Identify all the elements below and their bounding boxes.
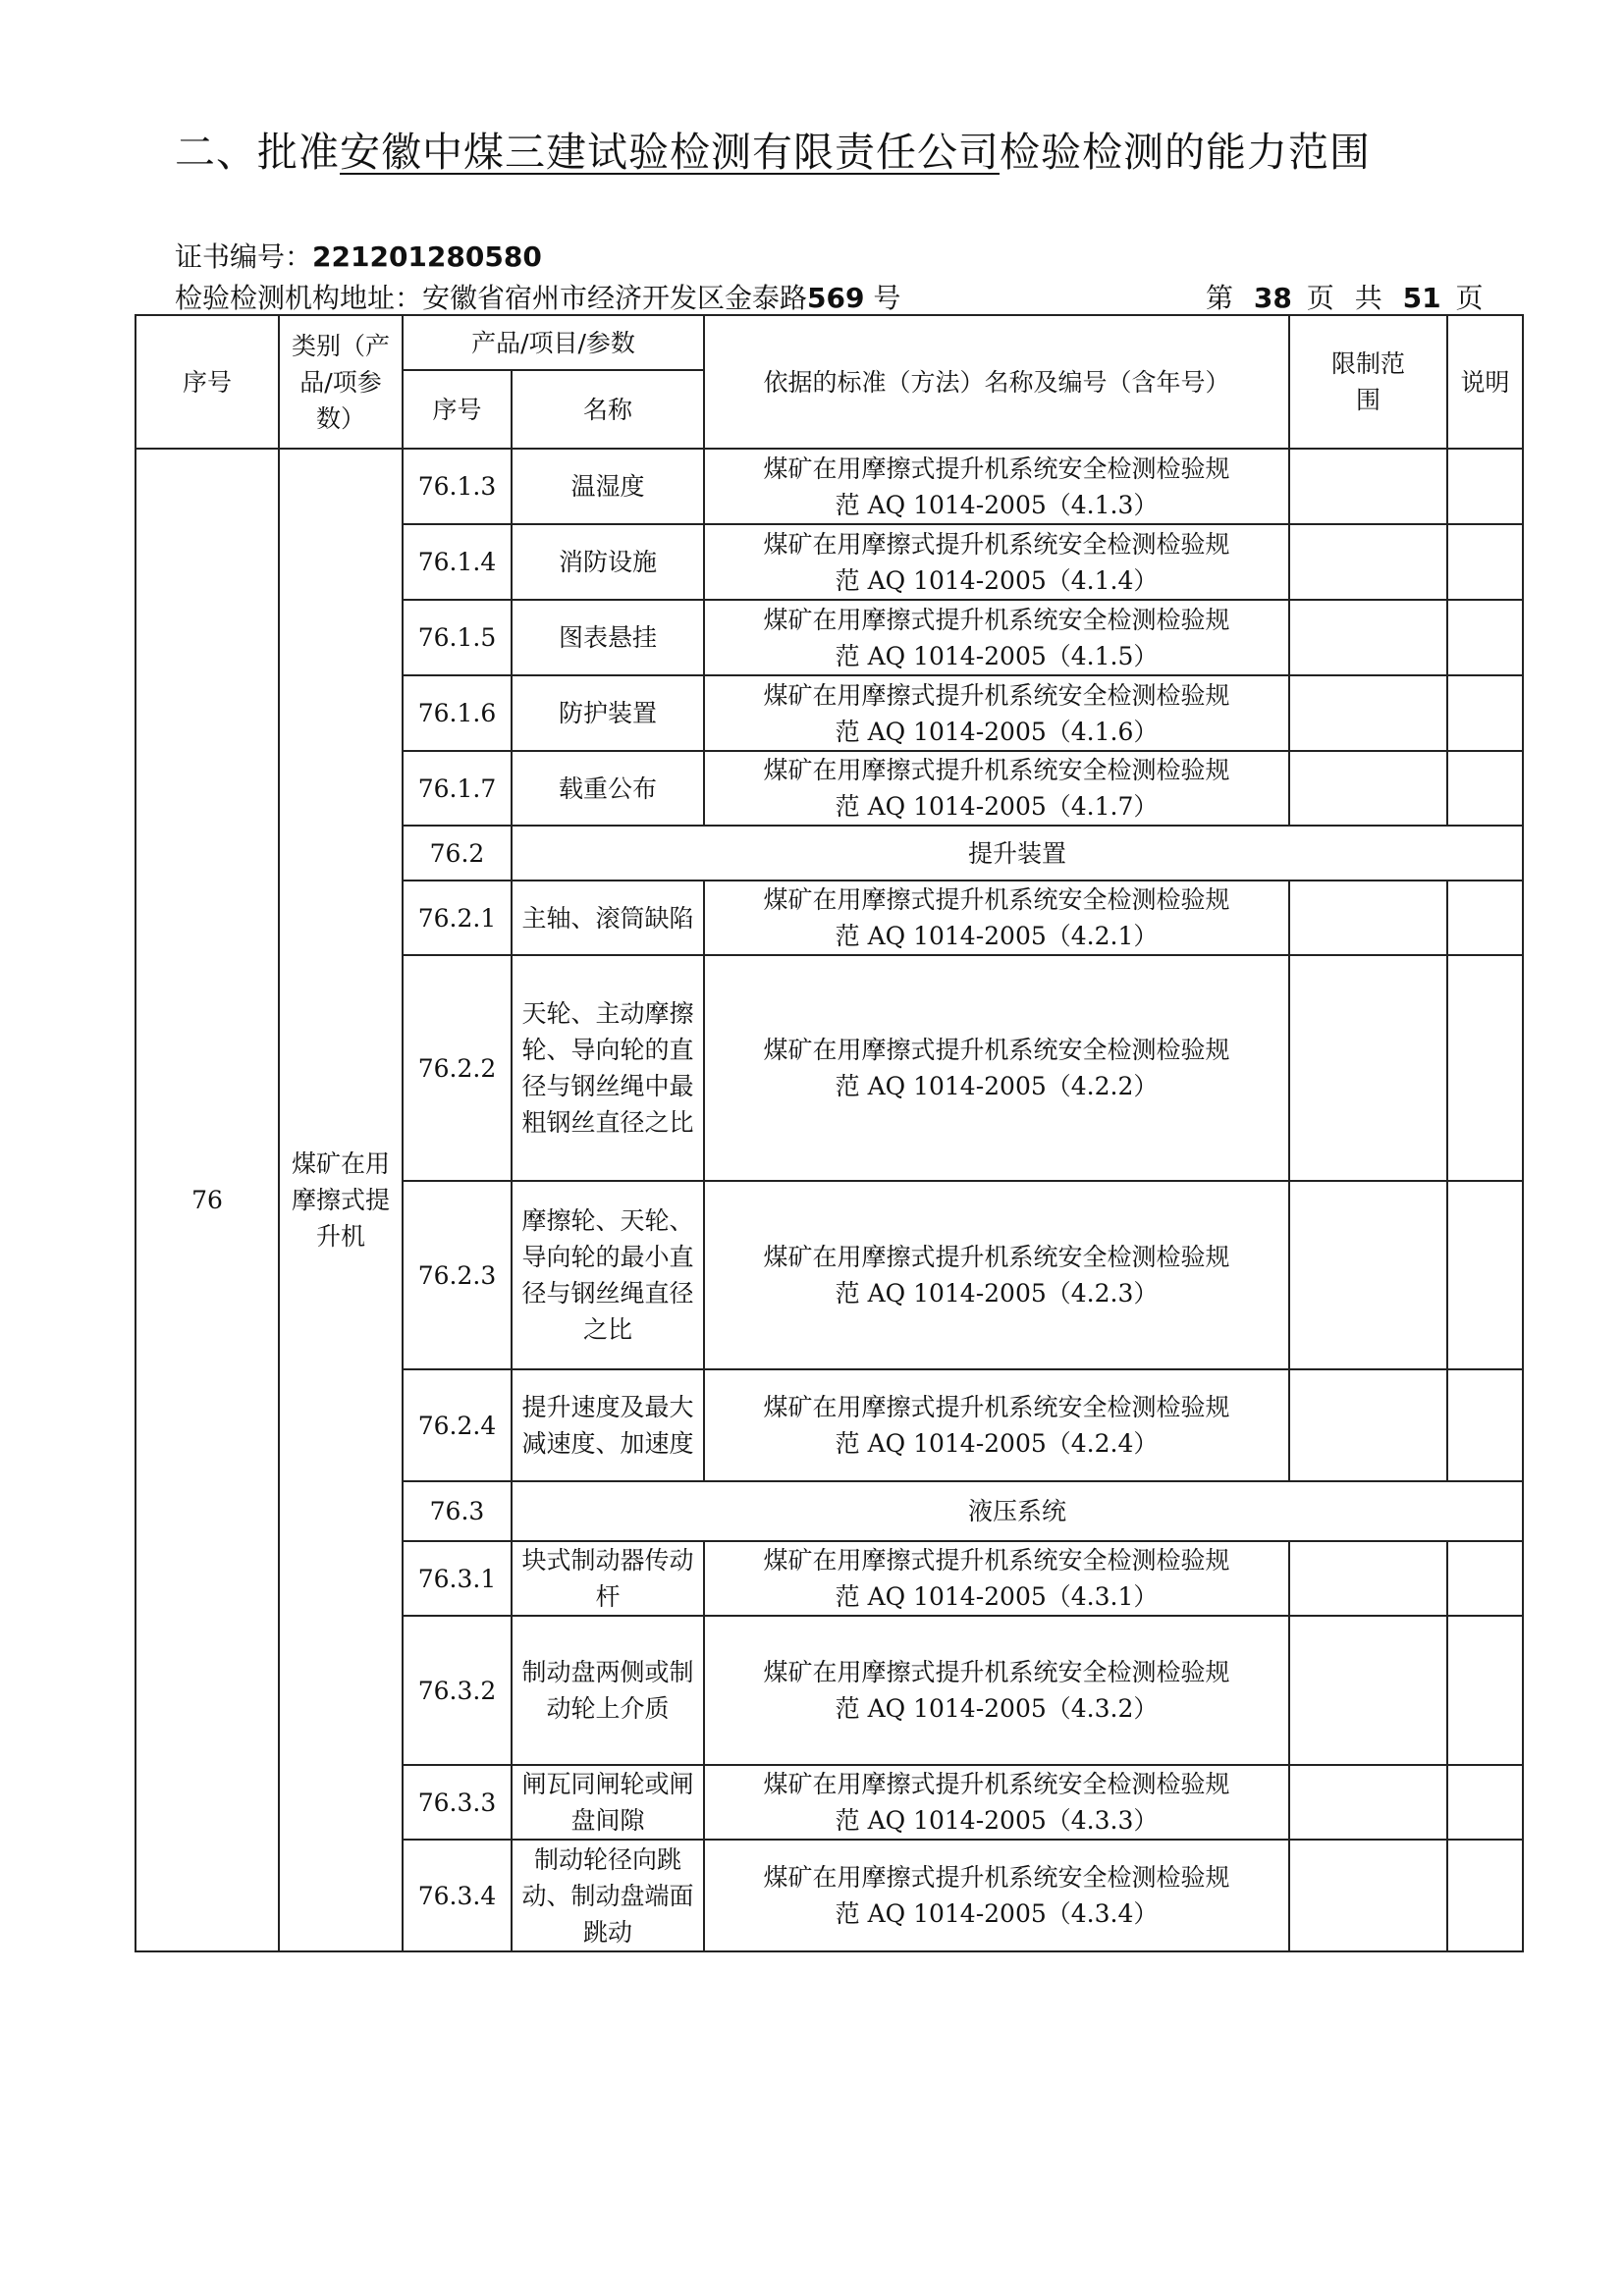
item-name (512, 524, 704, 600)
item-limit (1289, 1369, 1447, 1481)
item-note (1447, 751, 1523, 826)
item-name-text: 块式制动器传动杆 (521, 1546, 694, 1611)
header-sub-seq: 序号 (403, 370, 512, 449)
item-limit (1289, 675, 1447, 751)
standard-line-2: 范 AQ 1014-2005（4.2.3） (835, 1279, 1159, 1308)
standard-line-1: 煤矿在用摩擦式提升机系统安全检测检验规 (763, 1863, 1230, 1892)
item-note (1447, 1765, 1523, 1840)
item-name-text: 摩擦轮、天轮、导向轮的最小直径与钢丝绳直径之比 (521, 1206, 694, 1344)
item-limit (1289, 751, 1447, 826)
item-name-text: 闸瓦同闸轮或闸盘间隙 (521, 1770, 694, 1835)
standard-line-2: 范 AQ 1014-2005（4.1.3） (835, 490, 1159, 519)
title-prefix: 二、批准 (175, 129, 340, 176)
standard-line-2: 范 AQ 1014-2005（4.2.2） (835, 1072, 1159, 1100)
item-standard (704, 1181, 1289, 1369)
standard-line-2: 范 AQ 1014-2005（4.2.1） (835, 922, 1159, 950)
item-code: 76.2.2 (403, 955, 512, 1181)
certificate-line (175, 236, 542, 275)
item-name (512, 1541, 704, 1616)
page-title (175, 120, 1371, 178)
item-code: 76.3 (403, 1481, 512, 1541)
standard-line-1: 煤矿在用摩擦式提升机系统安全检测检验规 (763, 1036, 1230, 1064)
item-code: 76.1.3 (403, 449, 512, 524)
standard-line-1: 煤矿在用摩擦式提升机系统安全检测检验规 (763, 529, 1230, 559)
capability-table (135, 314, 1524, 1952)
page-total: 51 (1402, 282, 1441, 314)
item-name-text: 制动盘两侧或制动轮上介质 (521, 1658, 694, 1723)
item-limit (1289, 1765, 1447, 1840)
item-code: 76.2.1 (403, 881, 512, 955)
standard-line-1: 煤矿在用摩擦式提升机系统安全检测检验规 (763, 680, 1230, 710)
item-code: 76.3.1 (403, 1541, 512, 1616)
address-number: 569 (807, 282, 865, 314)
page-mid: 页 共 (1306, 282, 1388, 314)
item-name (512, 1181, 704, 1369)
standard-line-2: 范 AQ 1014-2005（4.1.7） (835, 792, 1159, 821)
item-standard (704, 955, 1289, 1181)
page-suffix: 页 (1455, 282, 1489, 314)
standard-line-1: 煤矿在用摩擦式提升机系统安全检测检验规 (763, 756, 1230, 784)
address-label: 检验检测机构地址： (175, 282, 423, 314)
item-name (512, 449, 704, 524)
item-code: 76.1.4 (403, 524, 512, 600)
title-suffix: 检验检测的能力范围 (1000, 129, 1371, 176)
item-limit (1289, 1541, 1447, 1616)
item-name (512, 1616, 704, 1765)
item-note (1447, 1369, 1523, 1481)
item-code: 76.1.6 (403, 675, 512, 751)
item-limit (1289, 600, 1447, 675)
standard-line-2: 范 AQ 1014-2005（4.3.4） (835, 1899, 1159, 1928)
item-limit (1289, 1181, 1447, 1369)
header-category-text: 类别（产品/项参数） (291, 331, 390, 433)
item-name-text: 制动轮径向跳动、制动盘端面跳动 (521, 1844, 694, 1947)
address-unit: 号 (873, 282, 901, 314)
standard-line-1: 煤矿在用摩擦式提升机系统安全检测检验规 (763, 1243, 1230, 1271)
certificate-label: 证书编号： (175, 240, 313, 273)
standard-line-2: 范 AQ 1014-2005（4.3.1） (835, 1582, 1159, 1611)
standard-line-2: 范 AQ 1014-2005（4.1.4） (835, 565, 1159, 595)
item-standard (704, 675, 1289, 751)
item-code: 76.3.2 (403, 1616, 512, 1765)
standard-line-2: 范 AQ 1014-2005（4.1.5） (835, 641, 1159, 670)
standard-line-2: 范 AQ 1014-2005（4.2.4） (835, 1429, 1159, 1458)
item-name (512, 955, 704, 1181)
item-standard (704, 881, 1289, 955)
header-seq: 序号 (135, 315, 279, 449)
standard-line-1: 煤矿在用摩擦式提升机系统安全检测检验规 (763, 605, 1230, 634)
group-category-text: 煤矿在用摩擦式提升机 (292, 1149, 391, 1251)
item-limit (1289, 881, 1447, 955)
item-code: 76.1.7 (403, 751, 512, 826)
item-standard (704, 1369, 1289, 1481)
item-name-text: 天轮、主动摩擦轮、导向轮的直径与钢丝绳中最粗钢丝直径之比 (521, 999, 694, 1137)
item-name-text: 主轴、滚筒缺陷 (521, 903, 694, 933)
item-name-text: 消防设施 (559, 548, 658, 576)
standard-line-1: 煤矿在用摩擦式提升机系统安全检测检验规 (763, 454, 1230, 483)
item-note (1447, 449, 1523, 524)
item-code: 76.2.4 (403, 1369, 512, 1481)
item-standard (704, 1541, 1289, 1616)
item-name (512, 1369, 704, 1481)
header-category (279, 315, 403, 449)
page-prefix: 第 (1206, 282, 1240, 314)
standard-line-1: 煤矿在用摩擦式提升机系统安全检测检验规 (763, 1770, 1230, 1798)
standard-line-2: 范 AQ 1014-2005（4.3.3） (835, 1806, 1159, 1835)
item-standard (704, 449, 1289, 524)
item-limit (1289, 524, 1447, 600)
item-standard (704, 751, 1289, 826)
item-limit (1289, 1616, 1447, 1765)
standard-line-1: 煤矿在用摩擦式提升机系统安全检测检验规 (763, 885, 1230, 914)
group-seq: 76 (135, 449, 279, 1951)
header-sub-name: 名称 (512, 370, 704, 449)
section-title: 提升装置 (512, 826, 1523, 881)
header-limit-text: 限制范围 (1331, 349, 1406, 414)
item-note (1447, 1181, 1523, 1369)
item-code: 76.2.3 (403, 1181, 512, 1369)
item-note (1447, 1840, 1523, 1951)
standard-line-2: 范 AQ 1014-2005（4.3.2） (835, 1694, 1159, 1723)
item-name (512, 1840, 704, 1951)
item-code: 76.3.3 (403, 1765, 512, 1840)
address-line (175, 277, 900, 316)
item-standard (704, 1765, 1289, 1840)
item-limit (1289, 1840, 1447, 1951)
section-title: 液压系统 (512, 1481, 1523, 1541)
address-value: 安徽省宿州市经济开发区金泰路 (422, 282, 808, 314)
item-standard (704, 600, 1289, 675)
page-indicator (1206, 277, 1489, 316)
item-name-text: 载重公布 (559, 774, 658, 803)
header-standard: 依据的标准（方法）名称及编号（含年号） (704, 315, 1289, 449)
standard-line-1: 煤矿在用摩擦式提升机系统安全检测检验规 (763, 1658, 1230, 1686)
item-name (512, 1765, 704, 1840)
item-limit (1289, 955, 1447, 1181)
certificate-number: 221201280580 (312, 240, 542, 273)
header-note: 说明 (1447, 315, 1523, 449)
item-name (512, 751, 704, 826)
item-name-text: 温湿度 (570, 472, 645, 501)
item-name (512, 881, 704, 955)
item-limit (1289, 449, 1447, 524)
table-header-row (135, 315, 1523, 370)
organization-name: 安徽中煤三建试验检测有限责任公司 (340, 129, 1000, 176)
table-row (135, 449, 1523, 524)
standard-line-1: 煤矿在用摩擦式提升机系统安全检测检验规 (763, 1546, 1230, 1575)
item-note (1447, 955, 1523, 1181)
item-code: 76.3.4 (403, 1840, 512, 1951)
item-note (1447, 524, 1523, 600)
item-code: 76.1.5 (403, 600, 512, 675)
item-name-text: 图表悬挂 (559, 623, 658, 652)
standard-line-1: 煤矿在用摩擦式提升机系统安全检测检验规 (763, 1393, 1230, 1421)
group-category (279, 449, 403, 1951)
item-name-text: 提升速度及最大减速度、加速度 (521, 1393, 694, 1458)
item-name (512, 600, 704, 675)
item-standard (704, 1840, 1289, 1951)
page-current: 38 (1253, 282, 1292, 314)
item-note (1447, 881, 1523, 955)
item-standard (704, 524, 1289, 600)
item-name (512, 675, 704, 751)
item-name-text: 防护装置 (559, 699, 658, 727)
item-standard (704, 1616, 1289, 1765)
header-product-group: 产品/项目/参数 (403, 315, 704, 370)
item-note (1447, 1616, 1523, 1765)
standard-line-2: 范 AQ 1014-2005（4.1.6） (835, 717, 1159, 746)
item-code: 76.2 (403, 826, 512, 881)
item-note (1447, 1541, 1523, 1616)
item-note (1447, 600, 1523, 675)
item-note (1447, 675, 1523, 751)
header-limit (1289, 315, 1447, 449)
